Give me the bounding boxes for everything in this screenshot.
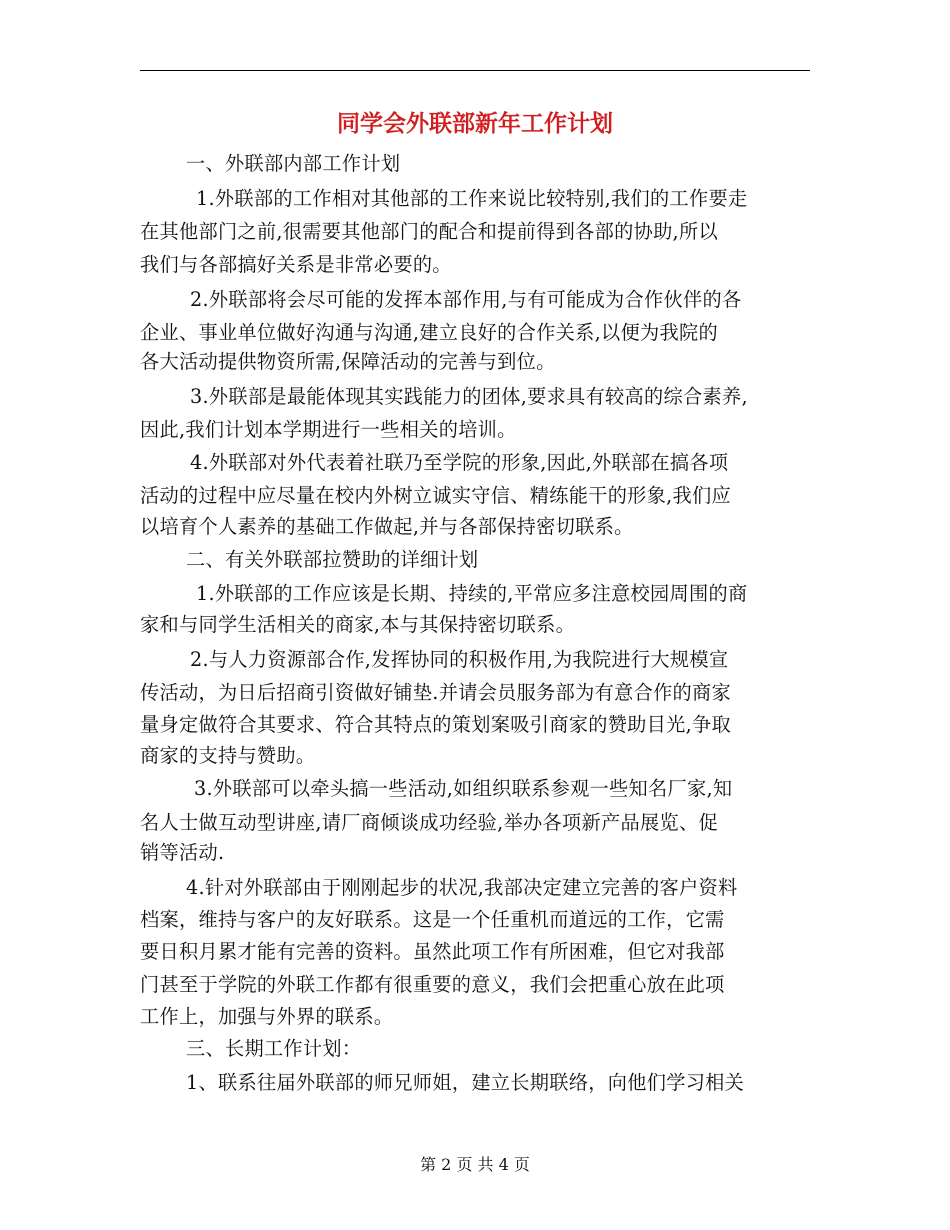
paragraph-line: 名人士做互动型讲座,请厂商倾谈成功经验,举办各项新产品展览、促 — [140, 811, 718, 834]
paragraph-line: 2.与人力资源部合作,发挥协同的积极作用,为我院进行大规模宣 — [190, 648, 729, 671]
paragraph-line: 企业、事业单位做好沟通与沟通,建立良好的合作关系,以便为我院的 — [140, 321, 718, 344]
paragraph-line: 3.外联部是最能体现其实践能力的团体,要求具有较高的综合素养, — [190, 385, 748, 408]
paragraph-line: 量身定做符合其要求、符合其特点的策划案吸引商家的赞助目光,争取 — [140, 713, 732, 736]
paragraph-line: 因此,我们计划本学期进行一些相关的培训。 — [140, 418, 517, 441]
paragraph-line: 商家的支持与赞助。 — [140, 744, 316, 767]
document-title: 同学会外联部新年工作计划 — [337, 111, 613, 137]
paragraph-line: 2.外联部将会尽可能的发挥本部作用,与有可能成为合作伙伴的各 — [190, 288, 742, 311]
paragraph-line: 活动的过程中应尽量在校内外树立诚实守信、精练能干的形象,我们应 — [140, 484, 732, 507]
paragraph-line: 1.外联部的工作应该是长期、持续的,平常应多注意校园周围的商 — [196, 582, 748, 605]
section-heading: 一、外联部内部工作计划 — [186, 152, 401, 175]
page-number-footer: 第 2 页 共 4 页 — [420, 1155, 530, 1174]
paragraph-line: 1、联系往届外联部的师兄师姐，建立长期联络，向他们学习相关 — [186, 1071, 745, 1094]
paragraph-line: 要日积月累才能有完善的资料。虽然此项工作有所困难，但它对我部 — [140, 940, 725, 963]
paragraph-line: 3.外联部可以牵头搞一些活动,如组织联系参观一些知名厂家,知 — [194, 777, 733, 800]
section-heading: 二、有关外联部拉赞助的详细计划 — [186, 548, 479, 571]
paragraph-line: 4.针对外联部由于刚刚起步的状况,我部决定建立完善的客户资料 — [186, 876, 738, 899]
paragraph-line: 传活动，为日后招商引资做好铺垫.并请会员服务部为有意合作的商家 — [140, 681, 732, 704]
paragraph-line: 我们与各部搞好关系是非常必要的。 — [140, 253, 452, 276]
paragraph-line: 档案，维持与客户的友好联系。这是一个任重机而道远的工作，它需 — [140, 908, 725, 931]
paragraph-line: 门甚至于学院的外联工作都有很重要的意义，我们会把重心放在此项 — [140, 973, 725, 996]
paragraph-line: 各大活动提供物资所需,保障活动的完善与到位。 — [140, 350, 556, 373]
paragraph-line: 1.外联部的工作相对其他部的工作来说比较特别,我们的工作要走 — [196, 187, 748, 210]
paragraph-line: 4.外联部对外代表着社联乃至学院的形象,因此,外联部在搞各项 — [190, 451, 729, 474]
paragraph-line: 以培育个人素养的基础工作做起,并与各部保持密切联系。 — [140, 515, 634, 538]
header-rule — [140, 70, 810, 71]
paragraph-line: 销等活动. — [140, 841, 225, 864]
paragraph-line: 工作上，加强与外界的联系。 — [140, 1005, 394, 1028]
paragraph-line: 在其他部门之前,很需要其他部门的配合和提前得到各部的协助,所以 — [140, 220, 718, 243]
paragraph-line: 家和与同学生活相关的商家,本与其保持密切联系。 — [140, 613, 576, 636]
section-heading: 三、长期工作计划： — [186, 1037, 362, 1060]
